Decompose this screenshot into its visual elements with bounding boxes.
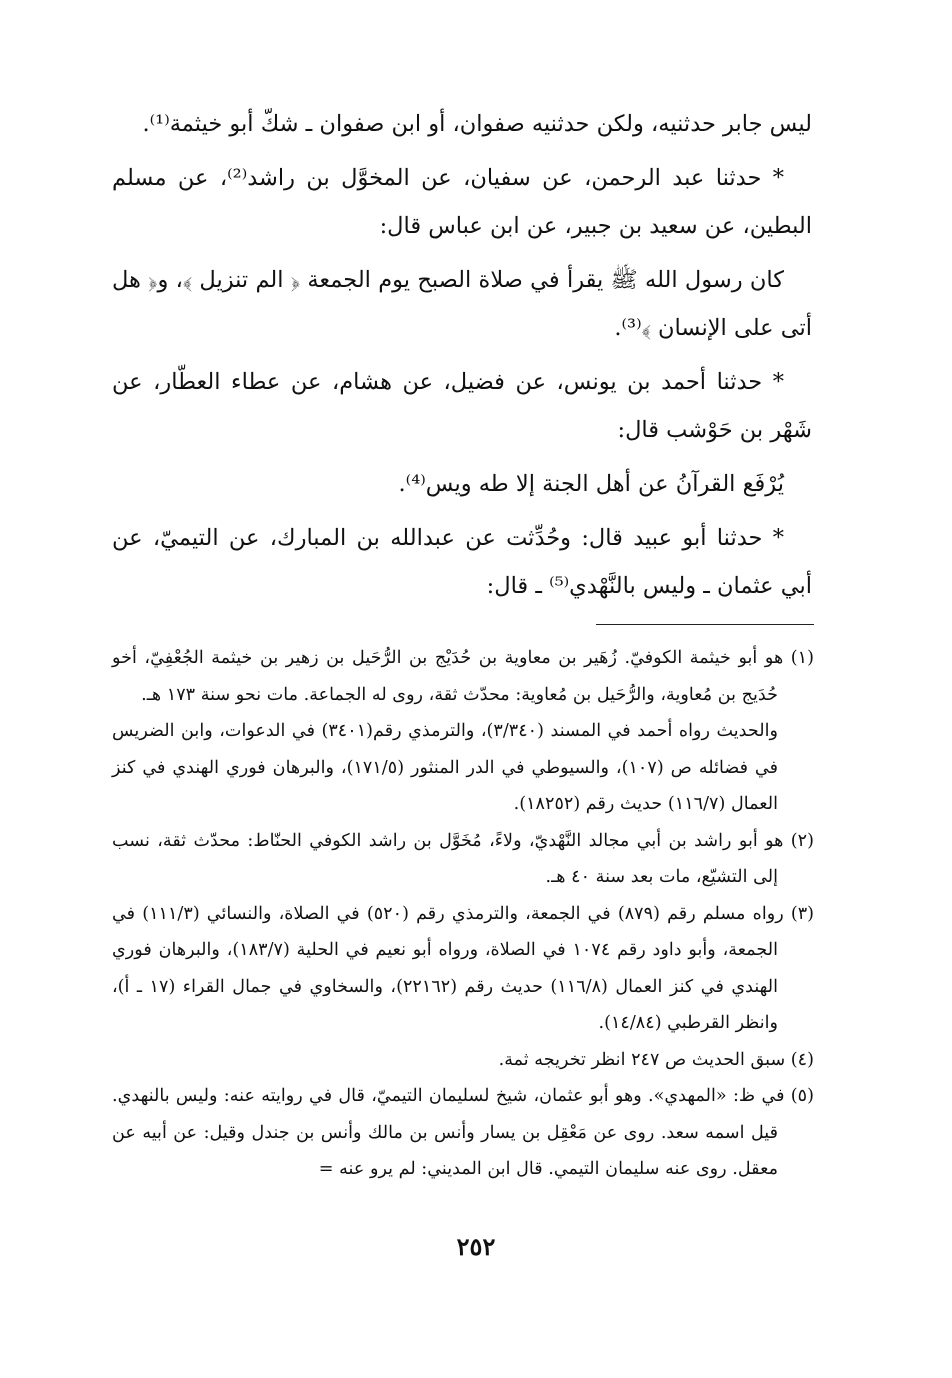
footnote-5: (٥) في ظ: «المهدي». وهو أبو عثمان، شيخ لسليمان التيميّ، قال في روايته عنه: وليس بالنهدي. قيل اسمه سعد. روى عن مَعْقِل بن يسار وأنس بن مالك وأنس بن جندل وقيل: عن أبيه عن معقل. روى عنه سليمان التيمي. قال ابن المديني: لم يرو عنه = bbox=[112, 1086, 814, 1179]
footnotes bbox=[112, 640, 814, 1188]
page-number: ٢٥٢ bbox=[456, 1232, 496, 1261]
footnote-1-continued: والحديث رواه أحمد في المسند (٣/٣٤٠)، والترمذي رقم(٣٤٠١) في الدعوات، وابن الضريس في فضائله ص (١٠٧)، والسيوطي في الدر المنثور (١٧١/٥)، والبرهان فوري الهندي في كنز العمال (١١٦/٧) حديث رقم (١٨٢٥٢). bbox=[112, 721, 779, 814]
footnote-4: (٤) سبق الحديث ص ٢٤٧ انظر تخريجه ثمة. bbox=[498, 1049, 814, 1070]
footnote-1: (١) هو أبو خيثمة الكوفيّ. زُهَير بن معاوية بن حُدَيْج بن الرُّحَيل بن زهير بن خيثمة الجُعْفِيّ، أخو حُدَيج بن مُعاوية، والرُّحَيل بن مُعاوية: محدّث ثقة، روى له الجماعة. مات نحو سنة ١٧٣ هـ. bbox=[112, 648, 814, 705]
paragraph-3: كان رسول الله ﷺ يقرأ في صلاة الصبح يوم الجمعة ﴿ الم تنزيل ﴾، و﴿ هل أتى على الإنسان ﴾⁽³⁾. bbox=[112, 267, 812, 341]
paragraph-4: * حدثنا أحمد بن يونس، عن فضيل، عن هشام، عن عطاء العطّار، عن شَهْر بن حَوْشب قال: bbox=[112, 369, 812, 443]
paragraph-1: ليس جابر حدثنيه، ولكن حدثنيه صفوان، أو ابن صفوان ـ شكّ أبو خيثمة⁽¹⁾. bbox=[142, 111, 812, 137]
footnote-2: (٢) هو أبو راشد بن أبي مجالد النَّهْديّ، ولاءً، مُخَوَّل بن راشد الكوفي الحنّاط: محدّث ثقة، نسب إلى التشيّع، مات بعد سنة ٤٠ هـ. bbox=[112, 830, 814, 887]
footnote-divider bbox=[596, 624, 814, 625]
main-text bbox=[112, 100, 812, 616]
paragraph-5: يُرْفَع القرآنُ عن أهل الجنة إلا طه ويس⁽⁴⁾. bbox=[398, 471, 784, 497]
paragraph-6: * حدثنا أبو عبيد قال: وحُدِّثت عن عبدالله بن المبارك، عن التيميّ، عن أبي عثمان ـ وليس بالنَّهْدي⁽⁵⁾ ـ قال: bbox=[112, 525, 812, 599]
footnote-3: (٣) رواه مسلم رقم (٨٧٩) في الجمعة، والترمذي رقم (٥٢٠) في الصلاة، والنسائي (١١١/٣) في الجمعة، وأبو داود رقم ١٠٧٤ في الصلاة، ورواه أبو نعيم في الحلية (١٨٣/٧)، والبرهان فوري الهندي في كنز العمال (١١٦/٨) حديث رقم (٢٢١٦٢)، والسخاوي في جمال القراء (١٧ ـ أ)، وانظر القرطبي (١٤/٨٤). bbox=[112, 903, 815, 1033]
paragraph-2: * حدثنا عبد الرحمن، عن سفيان، عن المخوَّل بن راشد⁽²⁾، عن مسلم البطين، عن سعيد بن جبير، عن ابن عباس قال: bbox=[112, 165, 812, 239]
